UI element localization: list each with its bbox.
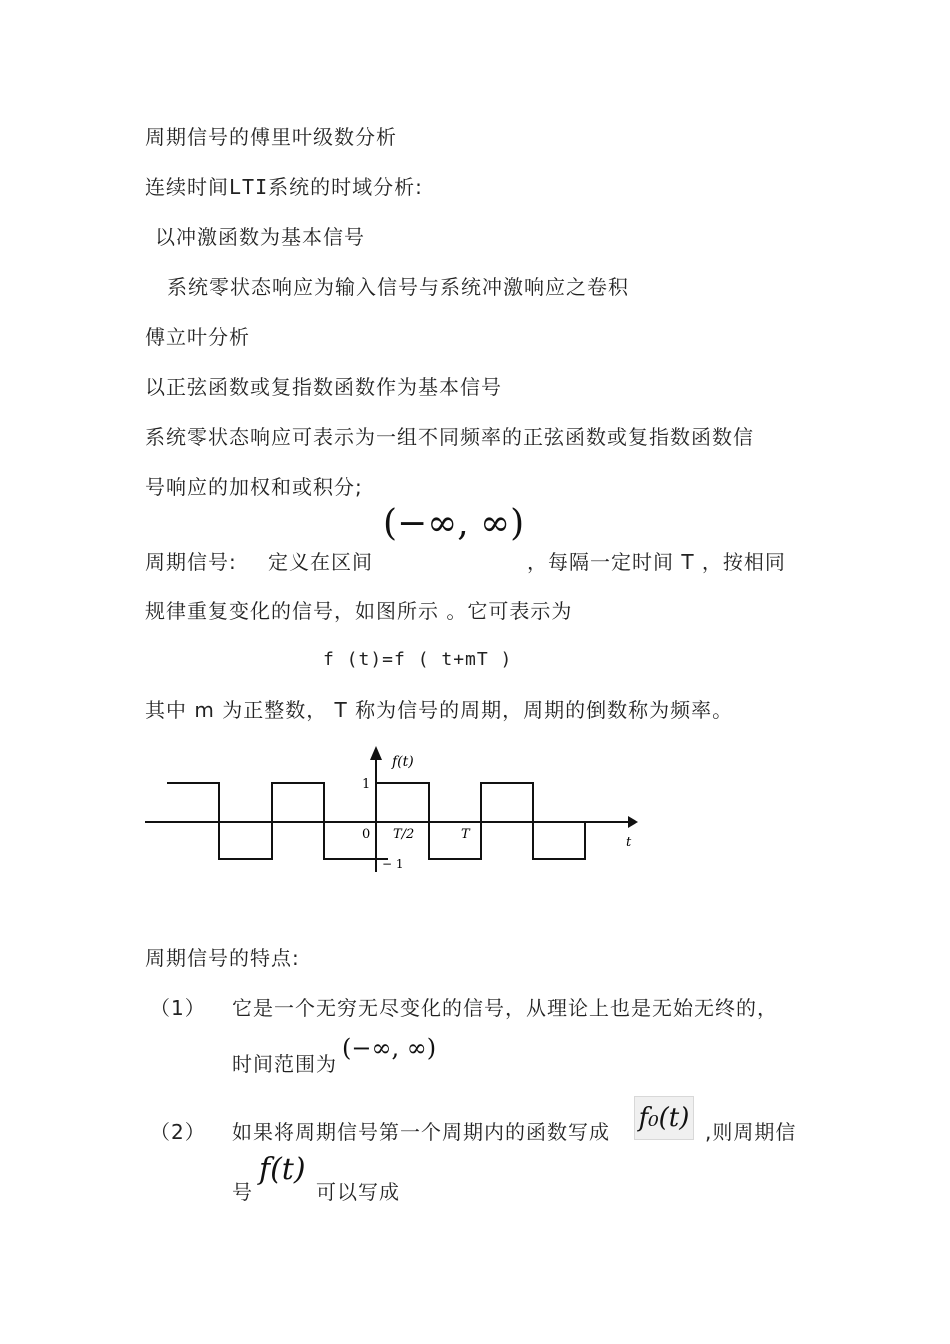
item-2-text-line2-b: 可以写成	[316, 1180, 400, 1204]
item-1-text-line2: 时间范围为	[232, 1052, 337, 1076]
periodic-definition: 定义在区间	[268, 550, 373, 574]
t-axis-arrow	[628, 816, 638, 828]
ft-formula: f(t)	[259, 1152, 306, 1187]
item-2-text-line1: 如果将周期信号第一个周期内的函数写成	[232, 1120, 610, 1144]
interval-formula-small: (−∞, ∞)	[342, 1034, 437, 1062]
tick-label-neg-one: − 1	[382, 857, 404, 871]
response-text-2: 号响应的加权和或积分;	[145, 475, 363, 499]
impulse-basis-text: 以冲激函数为基本信号	[155, 225, 365, 249]
x-axis-label: t	[626, 835, 632, 850]
f-axis-arrow	[370, 746, 382, 760]
period-definition-text: 其中 m 为正整数， T 称为信号的周期，周期的倒数称为频率。	[145, 698, 734, 722]
item-1-text-line1: 它是一个无穷无尽变化的信号，从理论上也是无始无终的，	[232, 996, 778, 1020]
lti-suffix: 系统的时域分析:	[268, 175, 423, 199]
lti-prefix: 连续时间	[145, 175, 229, 199]
f0-formula-image: f₀(t)	[634, 1096, 694, 1140]
features-heading: 周期信号的特点:	[145, 946, 300, 970]
tick-label-half-period: T/2	[393, 827, 415, 842]
lti-code: LTI	[229, 175, 269, 199]
periodic-formula: f (t)=f ( t+mT )	[323, 649, 513, 670]
tick-label-one: 1	[362, 777, 371, 792]
item-2-text-line1-end: ,则周期信	[705, 1120, 797, 1144]
periodic-label: 周期信号:	[145, 550, 237, 574]
sinusoid-basis-text: 以正弦函数或复指数函数作为基本信号	[145, 375, 502, 399]
item-1-number: （1）	[150, 996, 206, 1020]
tick-label-period: T	[461, 827, 470, 842]
square-wave-figure	[140, 740, 640, 880]
y-axis-label: f(t)	[392, 754, 414, 770]
convolution-text: 系统零状态响应为输入信号与系统冲激响应之卷积	[167, 275, 629, 299]
page-title: 周期信号的傅里叶级数分析	[145, 125, 397, 149]
periodic-definition-cont: ，每隔一定时间 T ，按相同	[527, 550, 786, 574]
response-text-1: 系统零状态响应可表示为一组不同频率的正弦函数或复指数函数信	[145, 425, 754, 449]
item-2-number: （2）	[150, 1120, 206, 1144]
interval-formula-large: (−∞, ∞)	[383, 503, 525, 544]
fourier-heading: 傅立叶分析	[145, 325, 250, 349]
lti-heading	[145, 173, 423, 201]
periodic-rule-text: 规律重复变化的信号，如图所示 。它可表示为	[145, 599, 573, 623]
item-2-text-line2-a: 号	[232, 1180, 253, 1204]
tick-label-zero: 0	[362, 827, 371, 842]
